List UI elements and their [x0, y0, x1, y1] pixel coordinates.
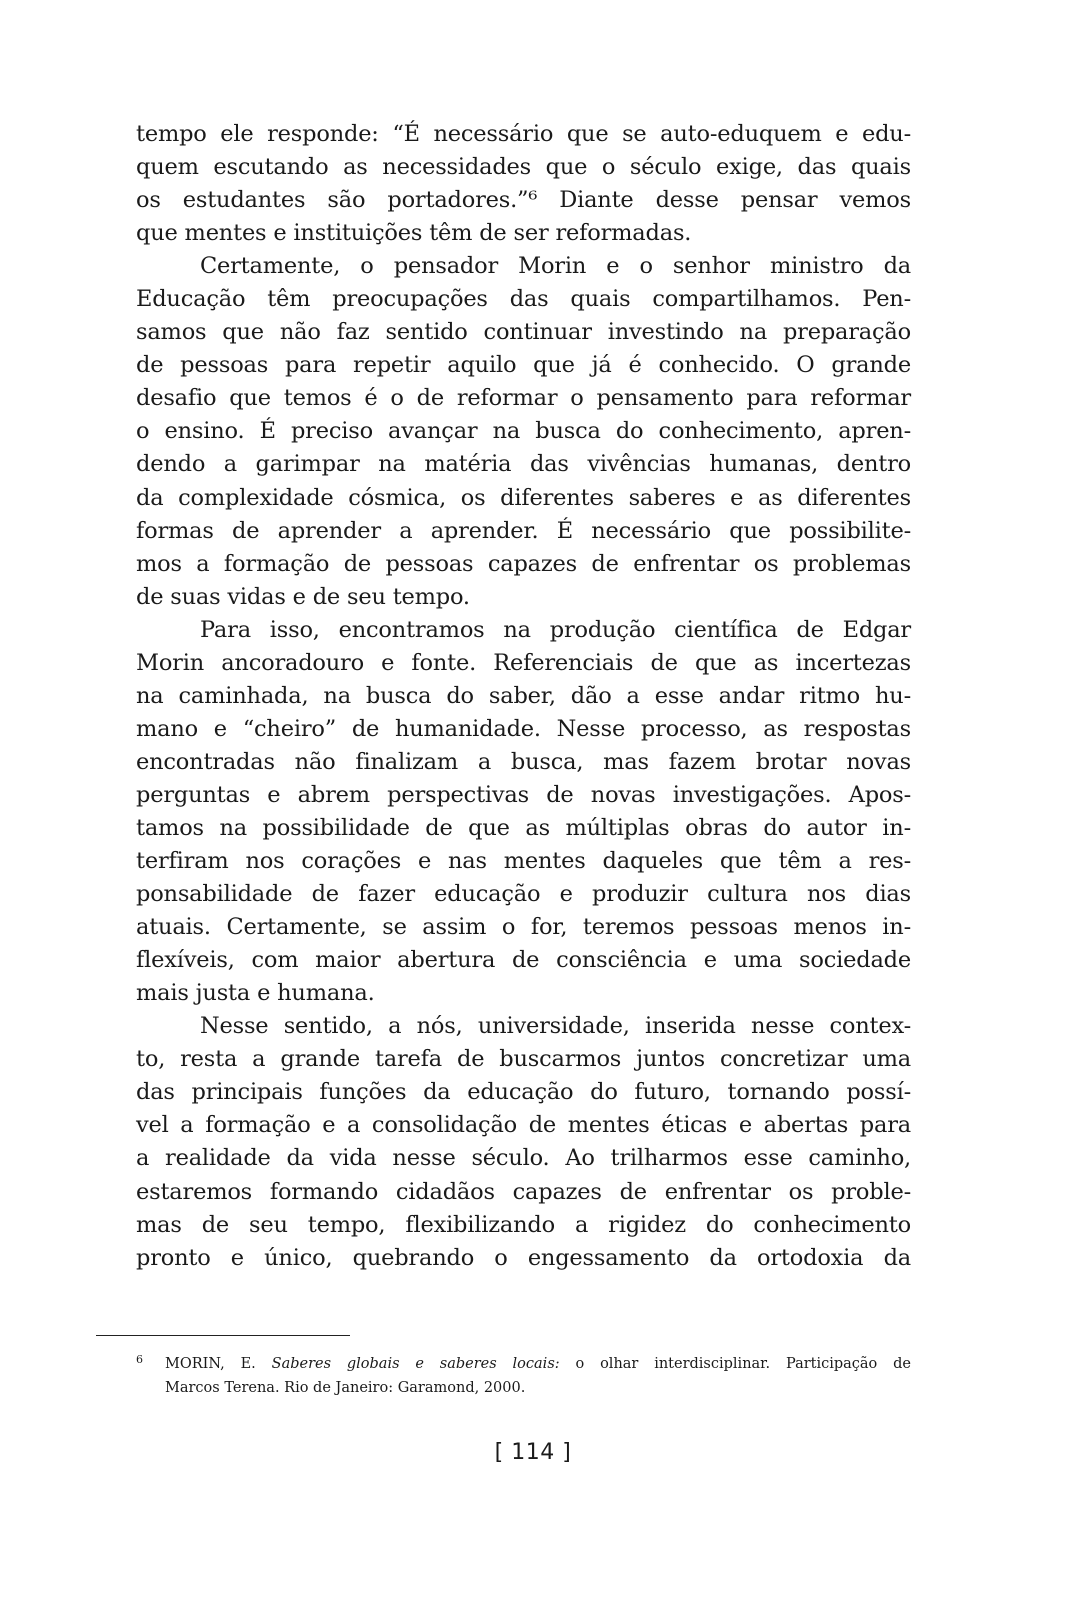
footnote-line [165, 1352, 911, 1376]
text-line: pronto e único, quebrando o engessamento da ortodoxia da [136, 1244, 911, 1271]
text-line: quem escutando as necessidades que o século exige, das quais [136, 154, 911, 181]
text-line: mas de seu tempo, flexibilizando a rigidez do conhecimento [136, 1211, 911, 1238]
text-line: das principais funções da educação do futuro, tornando possí- [136, 1079, 911, 1106]
paragraph-first-line: Para isso, encontramos na produção científica de Edgar [200, 616, 911, 643]
text-line: tamos na possibilidade de que as múltiplas obras do autor in- [136, 814, 911, 841]
text-line: na caminhada, na busca do saber, dão a esse andar ritmo hu- [136, 682, 911, 709]
text-line: tempo ele responde: “É necessário que se auto-eduquem e edu- [136, 121, 911, 147]
paragraph-first-line: Nesse sentido, a nós, universidade, inserida nesse contex- [200, 1013, 911, 1040]
text-line: ponsabilidade de fazer educação e produzir cultura nos dias [136, 881, 911, 908]
body-text [136, 118, 911, 1275]
footnote-title: Saberes globais e saberes locais: [271, 1356, 560, 1372]
page-number: [ 114 ] [494, 1440, 572, 1465]
text-line: da complexidade cósmica, os diferentes saberes e as diferentes [136, 484, 911, 511]
text-line: formas de aprender a aprender. É necessário que possibilite- [136, 517, 911, 544]
text-line: flexíveis, com maior abertura de consciência e uma sociedade [136, 947, 911, 974]
footnote-subtitle: o olhar interdisciplinar. Participação de [559, 1356, 911, 1372]
footnote-line: Marcos Terena. Rio de Janeiro: Garamond, 2000. [165, 1380, 526, 1396]
text-line: que mentes e instituições têm de ser reformadas. [136, 220, 692, 247]
text-line: perguntas e abrem perspectivas de novas investigações. Apos- [136, 781, 911, 808]
text-line: to, resta a grande tarefa de buscarmos juntos concretizar uma [136, 1046, 911, 1073]
text-line: de pessoas para repetir aquilo que já é conhecido. O grande [136, 352, 911, 379]
text-line: terfiram nos corações e nas mentes daqueles que têm a res- [136, 848, 911, 875]
footnote [136, 1352, 911, 1400]
text-line: a realidade da vida nesse século. Ao trilharmos esse caminho, [136, 1145, 911, 1172]
text-line: dendo a garimpar na matéria das vivências humanas, dentro [136, 451, 911, 478]
paragraph-first-line: Certamente, o pensador Morin e o senhor ministro da [200, 253, 911, 280]
text-line: desafio que temos é o de reformar o pensamento para reformar [136, 385, 911, 412]
footnote-marker: 6 [136, 1353, 143, 1366]
text-line: estaremos formando cidadãos capazes de enfrentar os proble- [136, 1178, 911, 1205]
text-line: atuais. Certamente, se assim o for, teremos pessoas menos in- [136, 914, 911, 941]
text-line: samos que não faz sentido continuar investindo na preparação [136, 319, 911, 346]
text-line: mos a formação de pessoas capazes de enfrentar os problemas [136, 550, 911, 577]
text-line: Educação têm preocupações das quais compartilhamos. Pen- [136, 286, 911, 313]
text-line: mano e “cheiro” de humanidade. Nesse processo, as respostas [136, 715, 911, 742]
text-line: os estudantes são portadores.”⁶ Diante desse pensar vemos [136, 187, 911, 214]
text-line: o ensino. É preciso avançar na busca do conhecimento, apren- [136, 418, 911, 445]
text-line: encontradas não finalizam a busca, mas fazem brotar novas [136, 748, 911, 775]
footnote-divider [96, 1335, 350, 1336]
text-line: mais justa e humana. [136, 980, 375, 1007]
text-line: de suas vidas e de seu tempo. [136, 583, 470, 610]
text-line: vel a formação e a consolidação de mentes éticas e abertas para [136, 1112, 911, 1139]
footnote-author: MORIN, E. [165, 1356, 272, 1372]
text-line: Morin ancoradouro e fonte. Referenciais de que as incertezas [136, 649, 911, 676]
